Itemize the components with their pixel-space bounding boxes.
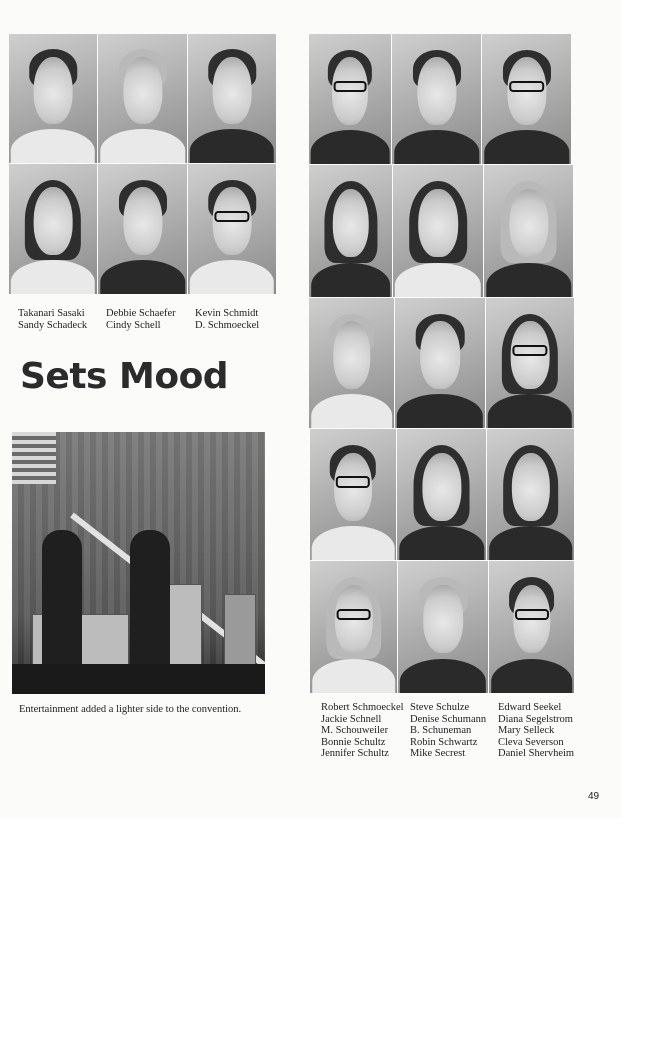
portrait-robert-schmoeckel xyxy=(309,34,391,164)
left-names-col-1 xyxy=(18,308,87,331)
portrait-mary-selleck xyxy=(486,298,574,428)
right-names-col-1 xyxy=(321,702,404,760)
name-label: Mary Selleck xyxy=(498,725,555,736)
portrait-cleva-severson xyxy=(487,429,574,560)
portrait-debbie-schaefer xyxy=(98,34,187,163)
portrait-diana-segelstrom xyxy=(484,165,573,297)
portrait-daniel-shervheim xyxy=(489,561,574,693)
name-label: B. Schuneman xyxy=(410,725,472,736)
portrait-d-schmoeckel xyxy=(188,164,276,294)
name-label: Cleva Severson xyxy=(498,736,564,748)
left-names-col-3 xyxy=(195,308,259,331)
name-label: Robin Schwartz xyxy=(410,736,478,748)
portrait-mike-secrest xyxy=(398,561,488,693)
name-label: Daniel Shervheim xyxy=(498,748,575,759)
name-label: Denise Schumann xyxy=(410,713,487,725)
name-label: Bonnie Schultz xyxy=(321,736,386,748)
portrait-bonnie-schultz xyxy=(310,429,396,560)
name-label: Mike Secrest xyxy=(410,748,466,759)
photo-caption: Entertainment added a lighter side to the convention. xyxy=(19,704,242,715)
portrait-m-schouweiler xyxy=(309,298,394,428)
portrait-kevin-schmidt xyxy=(188,34,276,163)
name-label: Cindy Schell xyxy=(106,319,161,331)
page-number: 49 xyxy=(588,791,600,802)
right-names-col-3 xyxy=(498,702,574,760)
name-label: Steve Schulze xyxy=(410,702,470,713)
headline: Sets Mood xyxy=(20,356,229,397)
portrait-takanari-sasaki xyxy=(9,34,97,163)
name-label: M. Schouweiler xyxy=(321,725,389,736)
guitarist-left xyxy=(42,530,82,680)
portrait-denise-schumann xyxy=(393,165,483,297)
name-label: Edward Seekel xyxy=(498,702,562,713)
guitarist-right xyxy=(130,530,170,680)
name-label: Diana Segelstrom xyxy=(498,713,573,725)
flag-icon xyxy=(12,432,56,484)
name-label: Kevin Schmidt xyxy=(195,308,259,319)
portrait-cindy-schell xyxy=(98,164,187,294)
name-label: Takanari Sasaki xyxy=(18,308,85,319)
name-label: Debbie Schaefer xyxy=(106,308,176,319)
portrait-sandy-schadeck xyxy=(9,164,97,294)
name-label: Jackie Schnell xyxy=(321,713,382,725)
entertainment-stage-photo xyxy=(12,432,265,694)
portrait-edward-seekel xyxy=(482,34,571,164)
name-label: D. Schmoeckel xyxy=(195,319,260,331)
name-label: Jennifer Schultz xyxy=(321,748,389,759)
portrait-steve-schulze xyxy=(392,34,481,164)
portrait-robin-schwartz xyxy=(397,429,486,560)
right-names-col-2 xyxy=(410,702,486,760)
name-label: Sandy Schadeck xyxy=(18,319,88,331)
portrait-b-schuneman xyxy=(395,298,485,428)
left-names-col-2 xyxy=(106,308,176,331)
name-label: Robert Schmoeckel xyxy=(321,702,404,713)
portrait-jennifer-schultz xyxy=(310,561,397,693)
portrait-jackie-schnell xyxy=(309,165,392,297)
